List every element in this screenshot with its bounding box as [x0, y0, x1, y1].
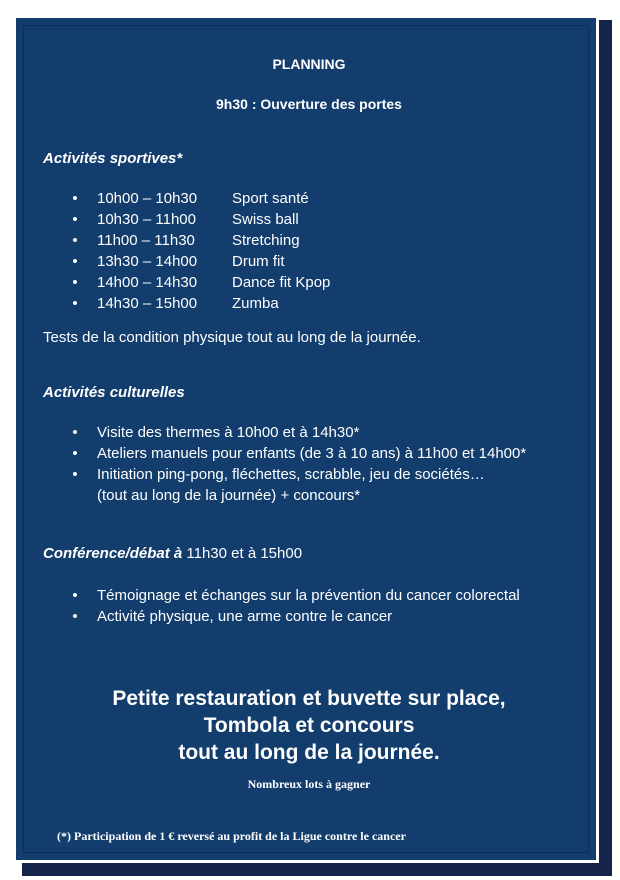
schedule-row — [70, 293, 570, 314]
culture-list — [70, 422, 590, 506]
schedule-activity: Stretching — [232, 232, 300, 249]
list-item-continuation — [70, 485, 590, 506]
schedule-activity: Drum fit — [232, 253, 285, 270]
list-item-text: Visite des thermes à 10h00 et à 14h30* — [97, 424, 360, 441]
opening-time: 9h30 : Ouverture des portes — [216, 96, 402, 112]
conference-times: 11h30 et à 15h00 — [182, 545, 303, 562]
list-item — [70, 585, 590, 606]
bullet-icon: • — [72, 424, 78, 441]
bullet-icon: • — [72, 190, 78, 207]
bullet-icon: • — [72, 445, 78, 462]
bullet-icon: • — [72, 295, 78, 312]
fitness-test-note: Tests de la condition physique tout au long de la journée. — [43, 329, 421, 346]
bullet-icon: • — [72, 211, 78, 228]
schedule-time: 11h00 – 11h30 — [97, 232, 195, 249]
bullet-icon: • — [72, 608, 78, 625]
bullet-icon: • — [72, 274, 78, 291]
schedule-activity: Swiss ball — [232, 211, 299, 228]
highlight-line-2: Tombola et concours — [203, 714, 415, 737]
bullet-icon: • — [72, 232, 78, 249]
sports-heading: Activités sportives* — [43, 150, 183, 167]
bullet-icon: • — [72, 587, 78, 604]
list-item-text: Ateliers manuels pour enfants (de 3 à 10 ans) à 11h00 et 14h00* — [97, 445, 527, 462]
list-item — [70, 606, 590, 627]
schedule-activity: Dance fit Kpop — [232, 274, 331, 291]
list-item — [70, 443, 590, 464]
highlight-line-3: tout au long de la journée. — [178, 741, 440, 764]
culture-heading: Activités culturelles — [43, 384, 185, 401]
bullet-icon: • — [72, 466, 78, 483]
conference-heading: Conférence/débat à — [43, 545, 183, 562]
list-item-text: (tout au long de la journée) + concours* — [97, 487, 361, 504]
schedule-activity: Sport santé — [232, 190, 309, 207]
schedule-row — [70, 230, 570, 251]
conference-line — [43, 545, 302, 562]
schedule-activity: Zumba — [232, 295, 279, 312]
list-item-text: Initiation ping-pong, fléchettes, scrabble, jeu de sociétés… — [97, 466, 485, 483]
schedule-time: 14h00 – 14h30 — [97, 274, 198, 291]
sports-schedule — [70, 188, 570, 314]
highlight-line-1: Petite restauration et buvette sur place, — [112, 687, 506, 710]
list-item — [70, 464, 590, 485]
schedule-time: 10h00 – 10h30 — [97, 190, 198, 207]
schedule-time: 13h30 – 14h00 — [97, 253, 198, 270]
schedule-row — [70, 272, 570, 293]
schedule-row — [70, 251, 570, 272]
schedule-row — [70, 188, 570, 209]
footnote: (*) Participation de 1 € reversé au profit de la Ligue contre le cancer — [57, 829, 406, 843]
schedule-time: 10h30 – 11h00 — [97, 211, 196, 228]
schedule-time: 14h30 – 15h00 — [97, 295, 198, 312]
planning-title: PLANNING — [272, 56, 346, 72]
conference-list — [70, 585, 590, 627]
planning-panel — [13, 15, 599, 863]
schedule-row — [70, 209, 570, 230]
list-item — [70, 422, 590, 443]
list-item-text: Activité physique, une arme contre le cancer — [97, 608, 393, 625]
prizes-note: Nombreux lots à gagner — [247, 777, 371, 791]
list-item-text: Témoignage et échanges sur la prévention du cancer colorectal — [97, 587, 520, 604]
bullet-icon: • — [72, 253, 78, 270]
